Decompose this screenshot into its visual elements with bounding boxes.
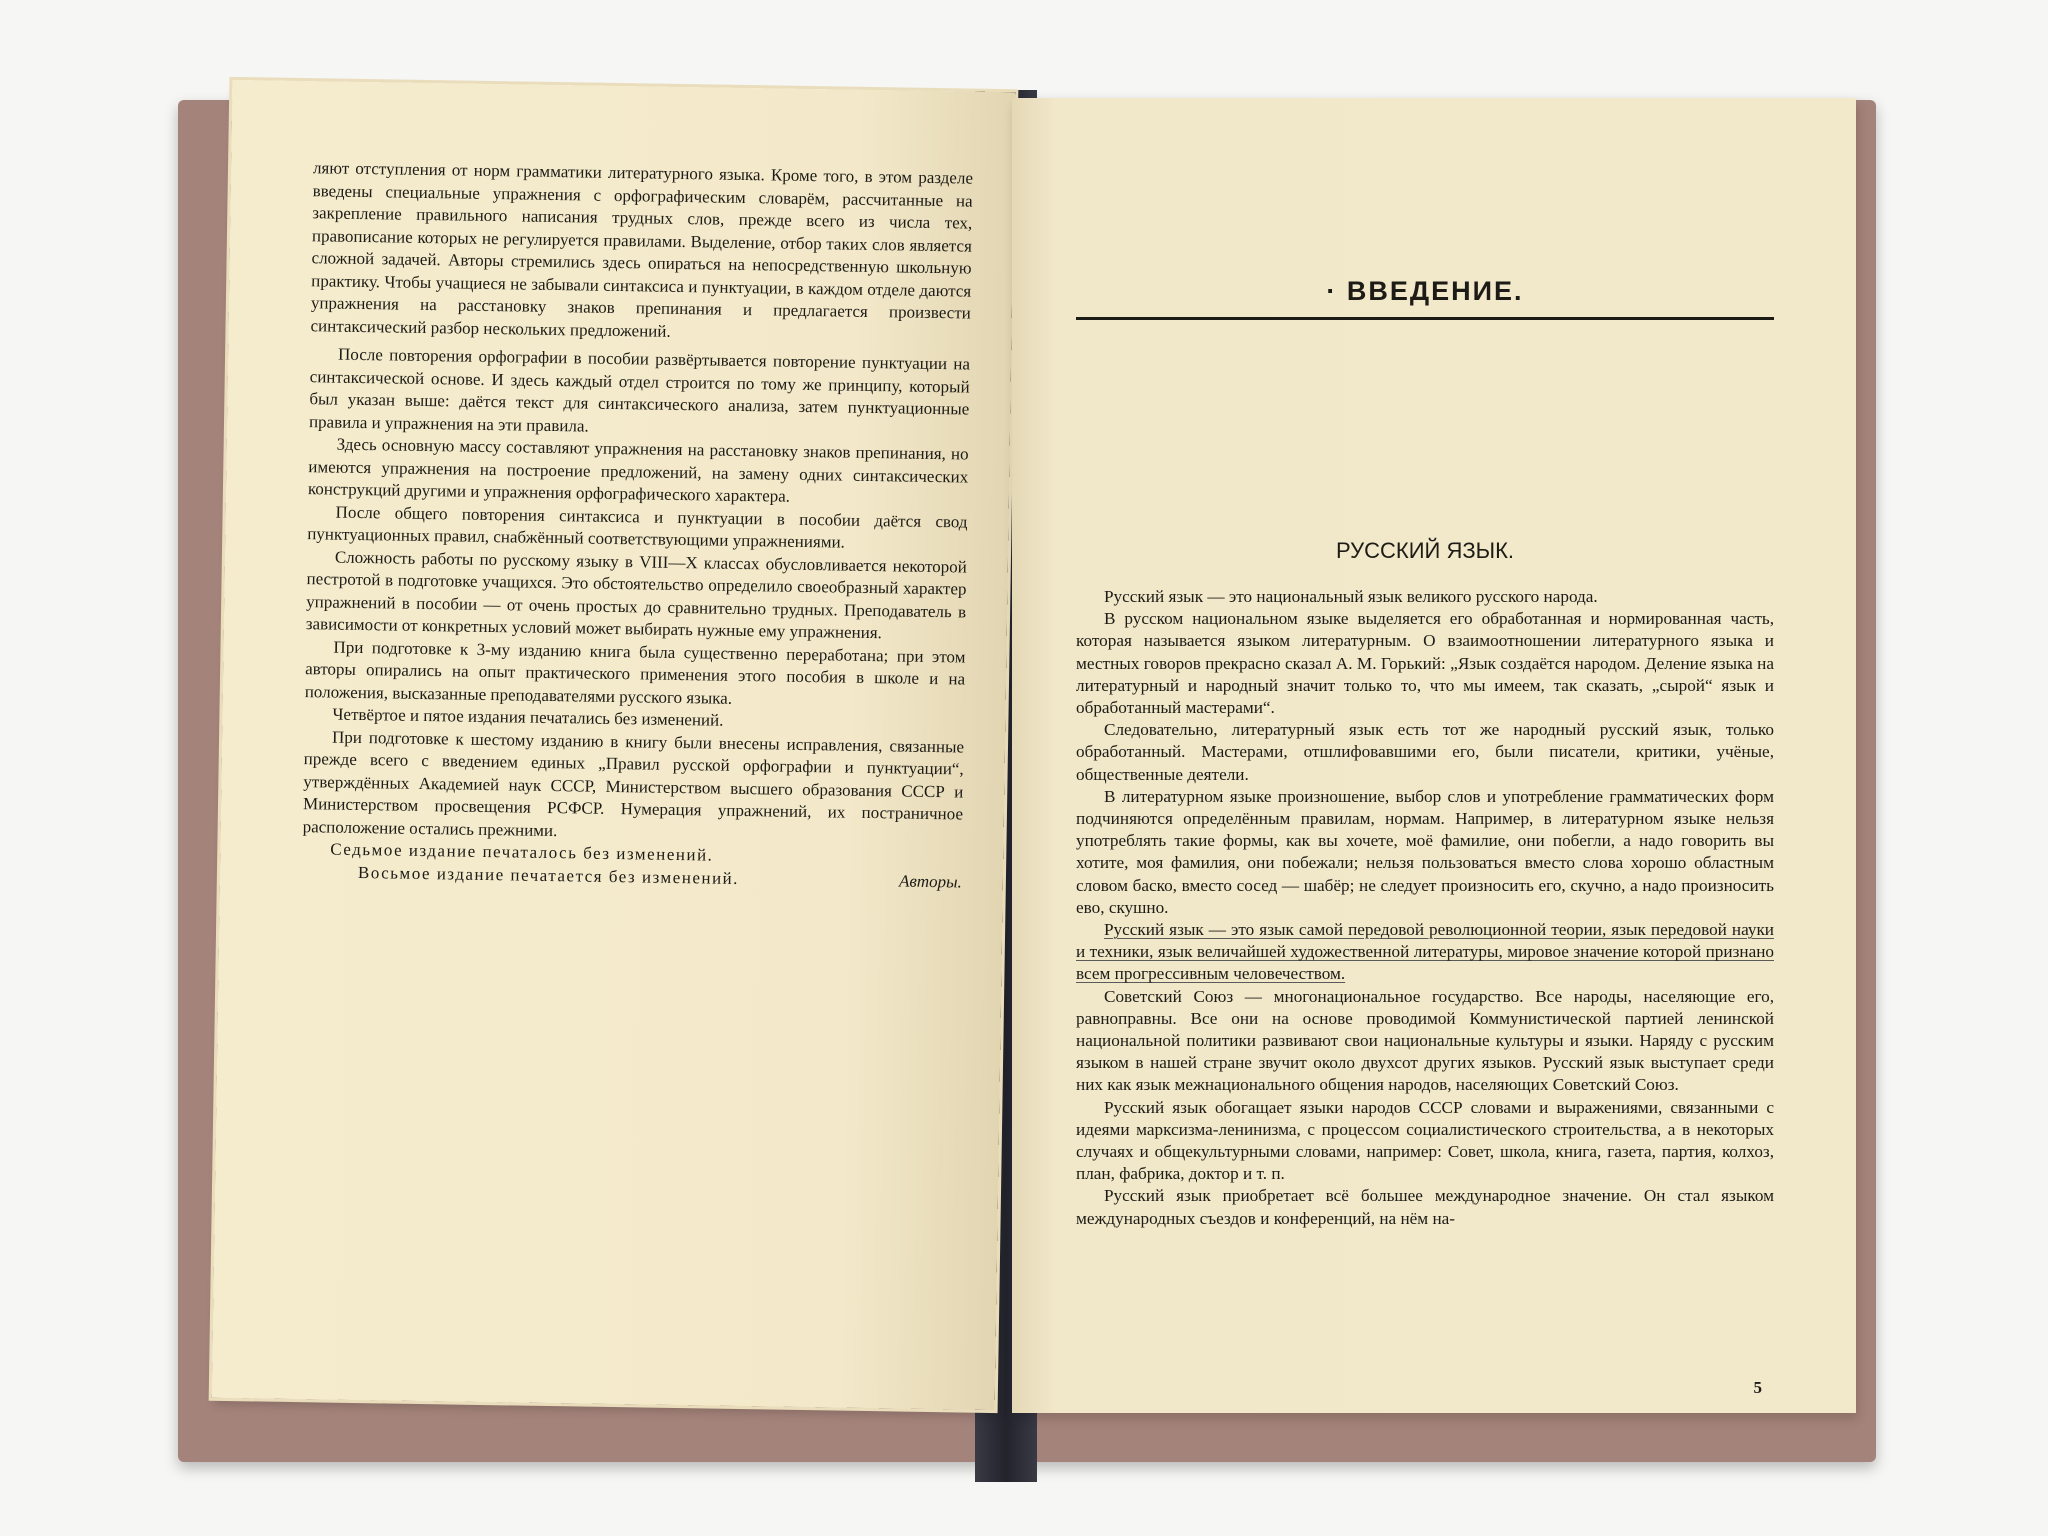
paragraph: Здесь основную массу составляют упражнения на расстановку знаков препинания, но имеются упражнения на построение предложений, на замену одних синтаксических конструкций другими и упражнения орфографического характера.: [307, 434, 969, 506]
paragraph: ляют отступления от норм грамматики литературного языка. Кроме того, в этом разделе введены специальные упражнения с орфографическим словарём, рассчитанные на закрепление правильного написания трудных слов, прежде всего из числа тех, правописание которых не регулируется правилами. Выделение, отбор таких слов является сложной задачей. Авторы стремились здесь опираться на непосредственную школьную практику. Чтобы учащиеся не забывали синтаксиса и пунктуации, в каждом отделе даются упражнения на расстановку знаков препинания и предлагается произвести синтаксический разбор нескольких предложений.: [310, 158, 974, 341]
paragraph: В русском национальном языке выделяется его обработанная и нормированная часть, которая называется языком литературным. О взаимоотношении литературного языка и местных говоров прекрасно сказал А. М. Горький: „Язык создаётся народом. Деление языка на литературный и народный значит только то, что мы имеем, так сказать, „сырой“ язык и обработанный мастерами“.: [1076, 609, 1774, 718]
paragraph: Русский язык приобретает всё большее международное значение. Он стал языком международных съездов и конференций, на нём на-: [1076, 1186, 1774, 1228]
paragraph: Седьмое издание печаталось без изменений.: [330, 839, 714, 865]
paragraph: После повторения орфографии в пособии развёртывается повторение пунктуации на синтаксической основе. И здесь каждый отдел строится по тому же принципу, который был указан выше: даётся текст для синтаксического анализа, затем пунктуационные правила и упражнения на эти правила.: [308, 344, 971, 436]
section-title: РУССКИЙ ЯЗЫК.: [1335, 538, 1515, 563]
paragraph: Советский Союз — многонациональное государство. Все народы, населяющие его, равноправны. Все они на основе проводимой Коммунистической партией ленинской национальной политики развивают свои национальные культуры и языки. Наряду с русским языком в нашей стране звучит около двухсот других языков. Русский язык выступает среди них как язык межнационального общения народов, населяющих Советский Союз.: [1076, 986, 1774, 1095]
heading-rule: [1076, 317, 1774, 320]
left-page-text: [302, 157, 973, 893]
paragraph: При подготовке к шестому изданию в книгу были внесены исправления, связанные прежде всего с введением единых „Правил русской орфографии и пунктуации“, утверждённых Академией наук СССР, Министерством высшего образования СССР и Министерством просвещения РСФСР. Нумерация упражнений, их постраничное расположение остались прежними.: [302, 727, 965, 840]
paragraph: В литературном языке произношение, выбор слов и употребление грамматических форм подчиняются определённым правилам, нормам. Например, в литературном языке нельзя употреблять такие формы, как вы хочете, моё фамилие, они побегли, а надо говорить вы хотите, моя фамилия, они побежали; нельзя пользоваться вместо слова хорошо областным словом баско, вместо сосед — шабёр; не следует произносить его, скучно, а надо произносить ево, скушно.: [1076, 786, 1774, 917]
left-page: [212, 80, 1016, 1410]
paragraph: Четвёртое и пятое издания печатались без изменений.: [332, 704, 724, 730]
chapter-title: · ВВЕДЕНИЕ.: [1326, 276, 1524, 306]
paragraph: Восьмое издание печатается без изменений.: [357, 862, 740, 888]
paragraph: При подготовке к 3-му изданию книга была существенно переработана; при этом авторы опирались на опыт практического применения этого пособия в школе и на положения, высказанные преподавателями русского языка.: [304, 637, 966, 708]
paragraph: Следовательно, литературный язык есть тот же народный русский язык, только обработанный. Мастерами, отшлифовавшими его, были писатели, критики, учёные, общественные деятели.: [1076, 720, 1774, 784]
chapter-header: [1076, 276, 1774, 320]
underlined-paragraph: Русский язык — это язык самой передовой революционной теории, язык передовой науки и техники, язык величайшей художественной литературы, мировое значение которой признано всем прогрессивным человечеством.: [1076, 920, 1774, 984]
paragraph: Сложность работы по русскому языку в VIII—X классах обусловливается некоторой пестротой в подготовке учащихся. Это обстоятельство определило своеобразный характер упражнений в пособии — от очень простых до сравнительно трудных. Преподаватель в зависимости от конкретных условий может выбирать нужные ему упражнения.: [305, 547, 967, 643]
paragraph: Русский язык обогащает языки народов СССР словами и выражениями, связанными с идеями марксизма-ленинизма, с процессом социалистического строительства, а в некоторых случаях и общекультурными словами, например: Совет, школа, книга, газета, партия, колхоз, план, фабрика, доктор и т. п.: [1076, 1097, 1774, 1184]
page-number: 5: [1753, 1378, 1762, 1397]
right-page: [1012, 98, 1856, 1413]
right-page-text: [1076, 586, 1774, 1230]
paragraph: После общего повторения синтаксиса и пунктуации в пособии даётся свод пунктуационных правил, снабжённый соответствующими упражнениями.: [307, 502, 968, 552]
paragraph: Русский язык — это национальный язык великого русского народа.: [1104, 587, 1598, 606]
signature: Авторы.: [898, 871, 963, 891]
